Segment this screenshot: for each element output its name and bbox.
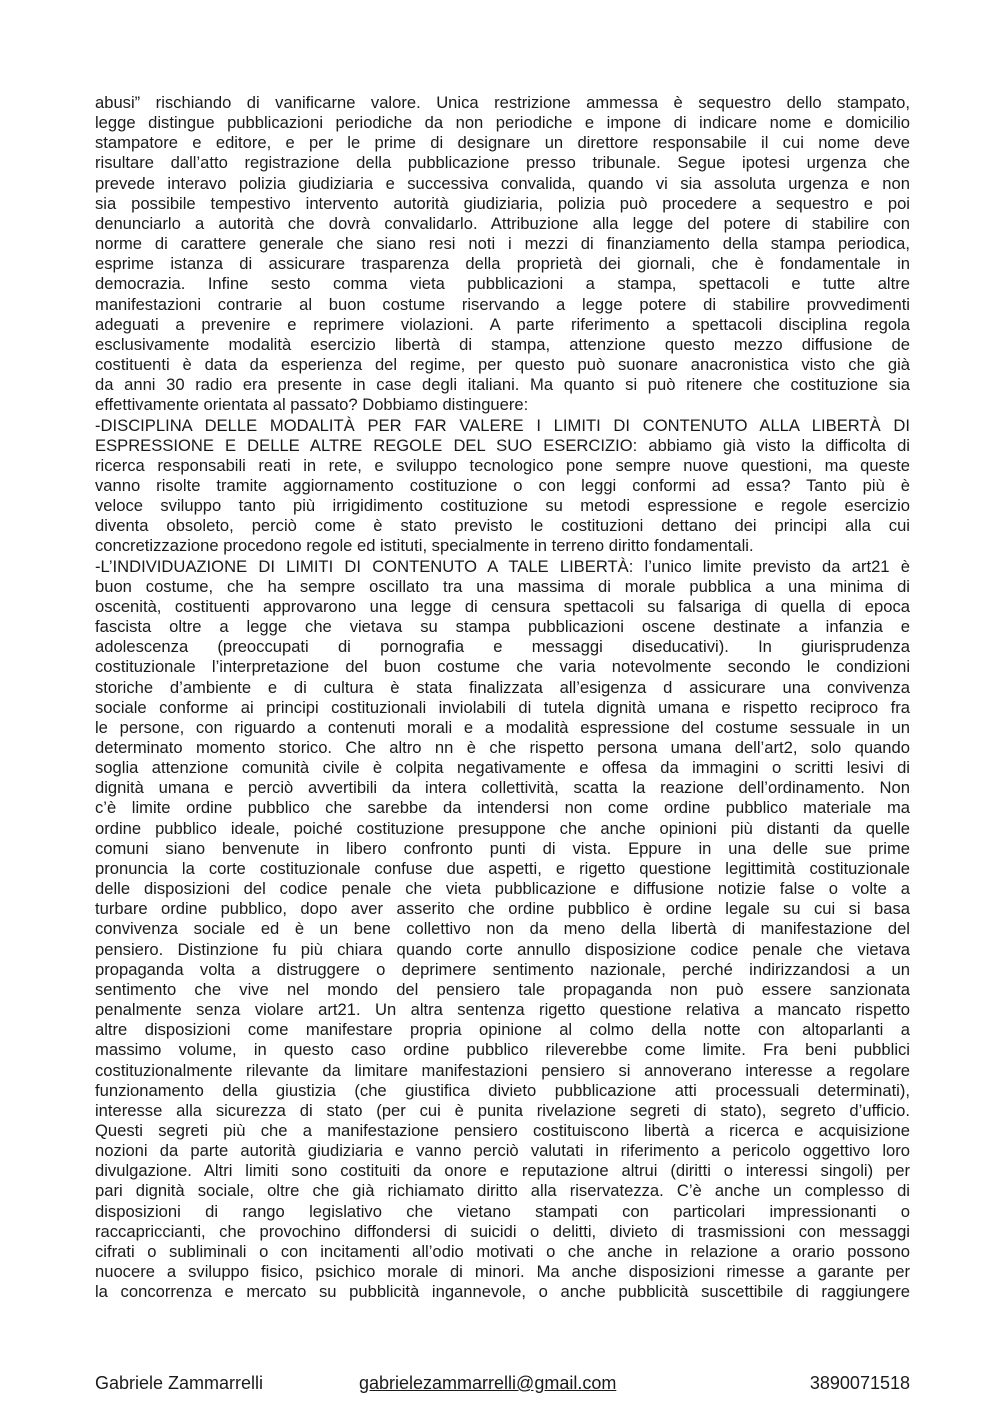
text-line: buon costume, che ha sempre oscillato tra una massima di morale pubblica a una minima di: [95, 576, 910, 596]
text-line: abusi” rischiando di vanificarne valore. Unica restrizione ammessa è sequestro dello stampato,: [95, 93, 910, 112]
text-line: c’è limite ordine pubblico che sarebbe da intendersi non come ordine pubblico materiale ma: [95, 798, 910, 818]
text-line: divulgazione. Altri limiti sono costituiti da onore e reputazione altrui (diritti o interessi singoli) per: [95, 1161, 910, 1181]
text-line: adeguati a prevenire e reprimere violazioni. A parte riferimento a spettacoli disciplina regola: [95, 314, 910, 334]
text-line: costituzionale l’interpretazione del buon costume che varia notevolmente secondo le condizioni: [95, 657, 910, 677]
text-line: convivenza sociale ed è un bene collettivo non da meno della libertà di manifestazione del: [95, 919, 910, 939]
text-line: sociale conforme ai principi costituzionali inviolabili di tutela dignità umana e rispetto reciproco fra: [95, 697, 910, 717]
text-line: nozioni da parte autorità giudiziaria e vanno perciò valutati in riferimento a pericolo oggettivo loro: [95, 1141, 910, 1161]
text-line: ricerca responsabili reati in rete, e sviluppo tecnologico pone sempre nuove questioni, ma queste: [95, 455, 910, 475]
text-line: stampatore e editore, e per le prime di designare un direttore responsabile il cui nome deve: [95, 133, 910, 153]
text-line: propaganda volta a distruggere o deprimere sentimento nazionale, perché indirizzandosi a un: [95, 959, 910, 979]
text-line: ordine pubblico ideale, poiché costituzione presuppone che anche opinioni più distanti da quelle: [95, 818, 910, 838]
text-line: legge distingue pubblicazioni periodiche da non periodiche e impone di indicare nome e domicilio: [95, 113, 910, 133]
text-line: determinato momento storico. Che altro nn è che rispetto persona umana dell’art2, solo quando: [95, 738, 910, 757]
document-body: [95, 93, 910, 1302]
page-footer: [95, 1371, 910, 1395]
text-line: concretizzazione procedono regole ed istituti, specialmente in terreno diritto fondamentali.: [95, 536, 754, 556]
text-line: denunciarlo a autorità che dovrà convalidarlo. Attribuzione alla legge del potere di stabilire con: [95, 213, 910, 233]
text-line: pensiero. Distinzione fu più chiara quando corte annullo disposizione codice penale che vietava: [95, 939, 910, 959]
text-line: le persone, con riguardo a contenuti morali e a modalità espressione del costume sessuale in un: [95, 717, 910, 737]
text-line: la concorrenza e mercato su pubblicità ingannevole, o anche pubblicità suscettibile di raggiungere: [95, 1282, 910, 1302]
text-line: interesse alla sicurezza di stato (per cui è punita rivelazione segreti di stato), segreto d’ufficio.: [95, 1100, 910, 1120]
text-line: esclusivamente modalità esercizio libertà di stampa, attenzione questo mezzo diffusione de: [95, 334, 910, 354]
footer-email-link[interactable]: gabrielezammarrelli@gmail.com: [359, 1373, 617, 1393]
text-line: pari dignità sociale, oltre che già richiamato diritto alla riservatezza. C’è anche un complesso di: [95, 1181, 910, 1201]
text-line: -L’INDIVIDUAZIONE DI LIMITI DI CONTENUTO A TALE LIBERTÀ: l’unico limite previsto da art21 è: [95, 556, 910, 576]
text-line: costituzionalmente rilevante da limitare manifestazioni pensiero si annoverano interesse a regolare: [95, 1060, 910, 1080]
text-line: costituenti è data da esperienza del regime, per questo può suonare anacronistica visto che già: [95, 355, 910, 375]
text-line: ESPRESSIONE E DELLE ALTRE REGOLE DEL SUO ESERCIZIO: abbiamo già visto la difficolta di: [95, 435, 910, 455]
text-line: storiche d’ambiente e di cultura è stata finalizzata all’esigenza d assicurare una convivenza: [95, 677, 910, 697]
text-line: democrazia. Infine sesto comma vieta pubblicazioni a stampa, spettacoli e tutte altre: [95, 274, 910, 294]
text-line: sentimento che vive nel mondo del pensiero tale propaganda non può essere sanzionata: [95, 979, 910, 999]
text-line: cifrati o subliminali o con incitamenti all’odio motivati o che anche in relazione a orario possono: [95, 1241, 910, 1261]
text-line: turbare ordine pubblico, dopo aver asserito che ordine pubblico è ordine legale su cui si basa: [95, 899, 910, 919]
text-line: effettivamente orientata al passato? Dobbiamo distinguere:: [95, 395, 529, 415]
text-line: oscenità, costituenti approvarono una legge di censura spettacoli su falsariga di quella di epoca: [95, 596, 910, 616]
text-line: funzionamento della giustizia (che giustifica divieto pubblicazione atti processuali determinati),: [95, 1080, 910, 1100]
text-line: risultare dall’atto registrazione della pubblicazione presso tribunale. Segue ipotesi urgenza che: [95, 153, 910, 173]
text-line: disposizioni di rango legislativo che vietano stampati con particolari impressionanti o: [95, 1201, 910, 1221]
text-line: diventa obsoleto, perciò come è stato previsto le costituzioni dettano dei principi alla cui: [95, 516, 910, 536]
footer-author: Gabriele Zammarrelli: [95, 1373, 264, 1393]
text-line: altre disposizioni come manifestare propria opinione al colmo della notte con altoparlanti a: [95, 1020, 910, 1040]
text-line: raccapriccianti, che provochino diffondersi di suicidi o delitti, divieto di trasmissioni con messaggi: [95, 1221, 910, 1241]
text-line: fascista oltre a legge che vietava su stampa pubblicazioni oscene destinate a infanzia e: [95, 617, 910, 637]
text-line: norme di carattere generale che siano resi noti i mezzi di finanziamento della stampa periodica,: [95, 234, 910, 254]
footer-phone: 3890071518: [809, 1373, 910, 1393]
text-line: sia possibile tempestivo intervento autorità giudiziaria, polizia può procedere a sequestro e poi: [95, 193, 910, 213]
text-line: prevede interavo polizia giudiziaria e successiva convalida, quando vi sia assoluta urgenza e non: [95, 173, 910, 193]
text-line: soglia attenzione comunità civile è colpita negativamente e offesa da immagini o scritti lesivi di: [95, 758, 910, 778]
text-line: pronuncia la corte costituzionale confuse due aspetti, e rigetto questione legittimità costituzionale: [95, 858, 910, 878]
text-line: Questi segreti più che a manifestazione pensiero costituiscono libertà a ricerca e acquisizione: [95, 1120, 910, 1140]
text-line: esprime istanza di assicurare trasparenza della proprietà dei giornali, che è fondamentale in: [95, 254, 910, 274]
text-line: adolescenza (preoccupati di pornografia e messaggi diseducativi). In giurisprudenza: [95, 637, 910, 657]
text-line: -DISCIPLINA DELLE MODALITÀ PER FAR VALERE I LIMITI DI CONTENUTO ALLA LIBERTÀ DI: [95, 415, 910, 435]
text-line: nuocere a sviluppo fisico, psichico morale di minori. Ma anche disposizioni rimesse a garante per: [95, 1262, 910, 1282]
text-line: delle disposizioni del codice penale che vieta pubblicazione e diffusione notizie false o volte a: [95, 879, 910, 899]
text-line: penalmente senza violare art21. Un altra sentenza rigetto questione relativa a mancato rispetto: [95, 1000, 910, 1020]
text-line: comuni siano benvenute in libero confronto punti di vista. Eppure in una delle sue prime: [95, 838, 910, 858]
text-line: massimo volume, in questo caso ordine pubblico rileverebbe come limite. Fra beni pubblici: [95, 1040, 910, 1060]
text-line: vanno risolte tramite aggiornamento costituzione o con leggi conformi ad essa? Tanto più è: [95, 475, 910, 495]
text-line: veloce sviluppo tanto più irrigidimento costituzione su metodi espressione e regole esercizio: [95, 496, 910, 516]
text-line: dignità umana e perciò avvertibili da intera collettività, scatta la reazione dell’ordinamento. Non: [95, 778, 910, 798]
text-line: da anni 30 radio era presente in case degli italiani. Ma quanto si può ritenere che costituzione sia: [95, 375, 910, 395]
text-line: manifestazioni contrarie al buon costume riservando a legge potere di stabilire provvedimenti: [95, 294, 910, 314]
